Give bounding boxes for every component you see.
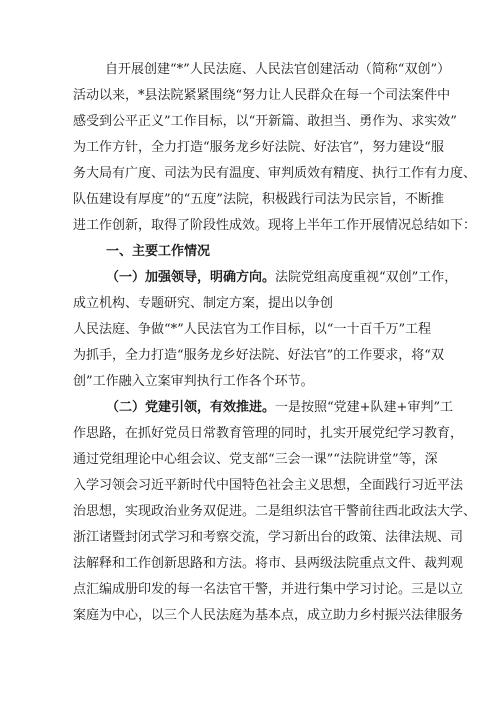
intro-line-3: 感受到公平正义”工作目标，以“开新篇、敢担当、勇作为、求实效” <box>73 114 457 129</box>
item1-heading: （一）加强领导，明确方向。 <box>106 270 276 285</box>
item2-line-7: 法解释和工作创新思路和方法。将市、县两级法院重点文件、裁判观 <box>73 556 464 571</box>
item2-line-6: 浙江诸暨封闭式学习和考察交流，学习新出台的政策、法律法规、司 <box>73 530 464 545</box>
item2-line-3: 通过党组理论中心组会议、党支部“三会一课”“法院讲堂”等，深 <box>73 452 438 467</box>
item1-line-4: 为抓手，全力打造“服务龙乡好法院、好法官”的工作要求，将“双 <box>73 348 444 363</box>
item2-line-5: 治思想，实现政治业务双促进。二是组织法官干警前往西北政法大学、 <box>73 504 477 519</box>
item1-line-5: 创”工作融入立案审判执行工作各个环节。 <box>73 374 314 389</box>
item1-first-line <box>106 270 457 286</box>
intro-line-6: 队伍建设有厚度”的“五度”法院，积极践行司法为民宗旨，不断推 <box>73 192 444 207</box>
item2-line1-text: 一是按照“党建+队建+审判”工 <box>275 400 454 415</box>
intro-line-4: 为工作方针，全力打造“服务龙乡好法院、好法官”，努力建设“服 <box>73 140 444 155</box>
item2-line-8: 点汇编成册印发的每一名法官干警，并进行集中学习讨论。三是以立 <box>73 582 464 597</box>
item1-line-2: 成立机构、专题研究、制定方案，提出以争创 <box>73 296 334 311</box>
item1-line-3: 人民法庭、争做“*”人民法官为工作目标，以“一十百千万”工程 <box>73 322 432 337</box>
intro-line-5: 务大局有广度、司法为民有温度、审判质效有精度、执行工作有力度、 <box>73 166 477 181</box>
item1-line1-text: 法院党组高度重视“双创”工作， <box>275 270 458 285</box>
intro-line-7: 进工作创新，取得了阶段性成效。现将上半年工作开展情况总结如下： <box>73 218 477 233</box>
item2-heading: （二）党建引领，有效推进。 <box>106 400 276 415</box>
item2-line-2: 作思路，在抓好党员日常教育管理的同时，扎实开展党纪学习教育， <box>73 426 464 441</box>
item2-first-line <box>106 400 453 416</box>
item2-line-9: 案庭为中心，以三个人民法庭为基本点，成立助力乡村振兴法律服务 <box>73 608 464 623</box>
item2-line-4: 入学习领会习近平新时代中国特色社会主义思想，全面践行习近平法 <box>73 478 464 493</box>
intro-line-2: 活动以来，*县法院紧紧围绕“努力让人民群众在每一个司法案件中 <box>73 88 451 103</box>
section-heading: 一、主要工作情况 <box>106 244 211 259</box>
intro-line-1: 自开展创建“*”人民法庭、人民法官创建活动（简称“双创”） <box>105 62 451 77</box>
